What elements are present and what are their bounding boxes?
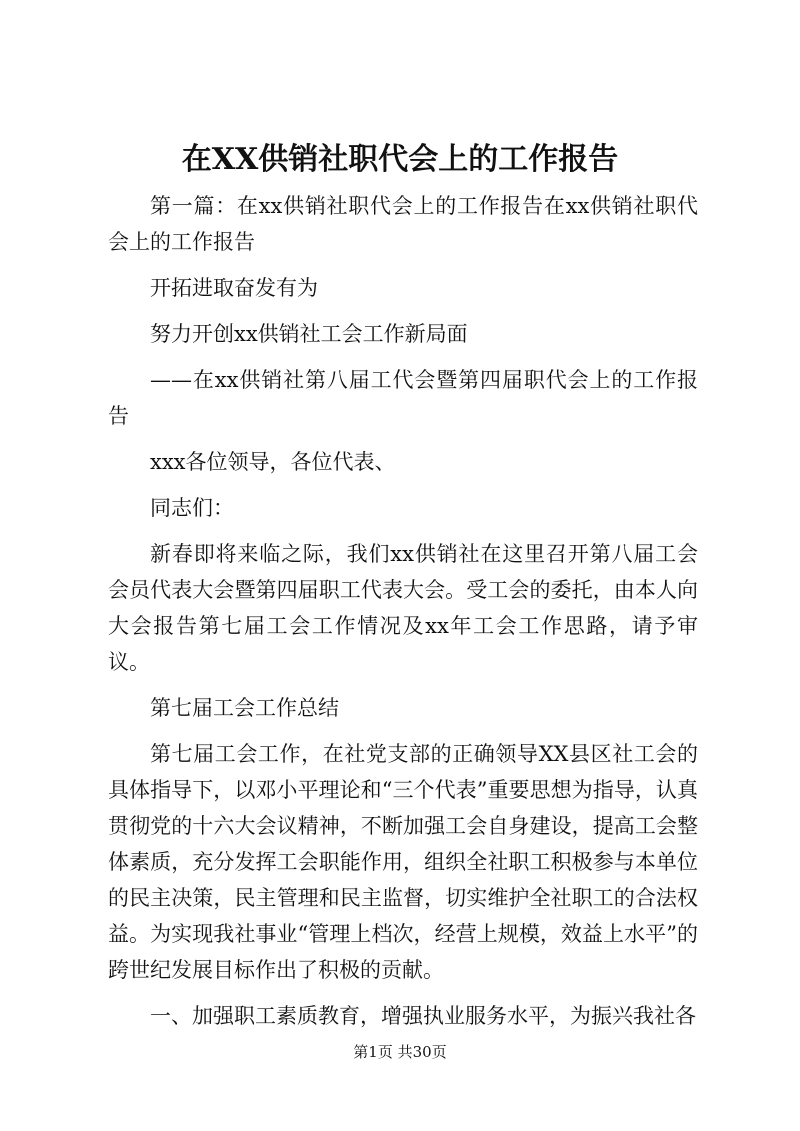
document-body: [108, 188, 698, 1044]
paragraph-point-1: 一、加强职工素质教育，增强执业服务水平，为振兴我社各: [150, 1004, 696, 1028]
paragraph-heading-1: 第一篇：在xx供销社职代会上的工作报告在xx供销社职代会上的工作报告: [108, 194, 698, 254]
document-title: 在XX供销社职代会上的工作报告: [181, 142, 619, 177]
paragraph-intro: 新春即将来临之际，我们xx供销社在这里召开第八届工会会员代表大会暨第四届职工代表大会。受工会的委托，由本人向大会报告第七届工会工作情况及xx年工会工作思路，请予审议。: [108, 542, 698, 674]
paragraph-salutation: xxx各位领导，各位代表、: [150, 450, 396, 474]
paragraph-section-heading: 第七届工会工作总结: [150, 696, 339, 720]
paragraph-subtitle: ——在xx供销社第八届工代会暨第四届职代会上的工作报告: [108, 368, 698, 428]
paragraph-summary: 第七届工会工作，在社党支部的正确领导XX县区社工会的具体指导下，以邓小平理论和“三个代表”重要思想为指导，认真贯彻党的十六大会议精神，不断加强工会自身建设，提高工会整体素质，充分发挥工会职能作用，组织全社职工积极参与本单位的民主决策，民主管理和民主监督，切实维护全社职工的合法权益。为实现我社事业“管理上档次，经营上规模，效益上水平”的跨世纪发展目标作出了积极的贡献。: [108, 742, 698, 982]
paragraph-greeting: 同志们：: [150, 496, 234, 520]
paragraph-slogan-1: 开拓进取奋发有为: [150, 276, 318, 300]
paragraph-slogan-2: 努力开创xx供销社工会工作新局面: [150, 322, 468, 346]
page-footer: 第1页 共30页: [353, 1043, 447, 1061]
